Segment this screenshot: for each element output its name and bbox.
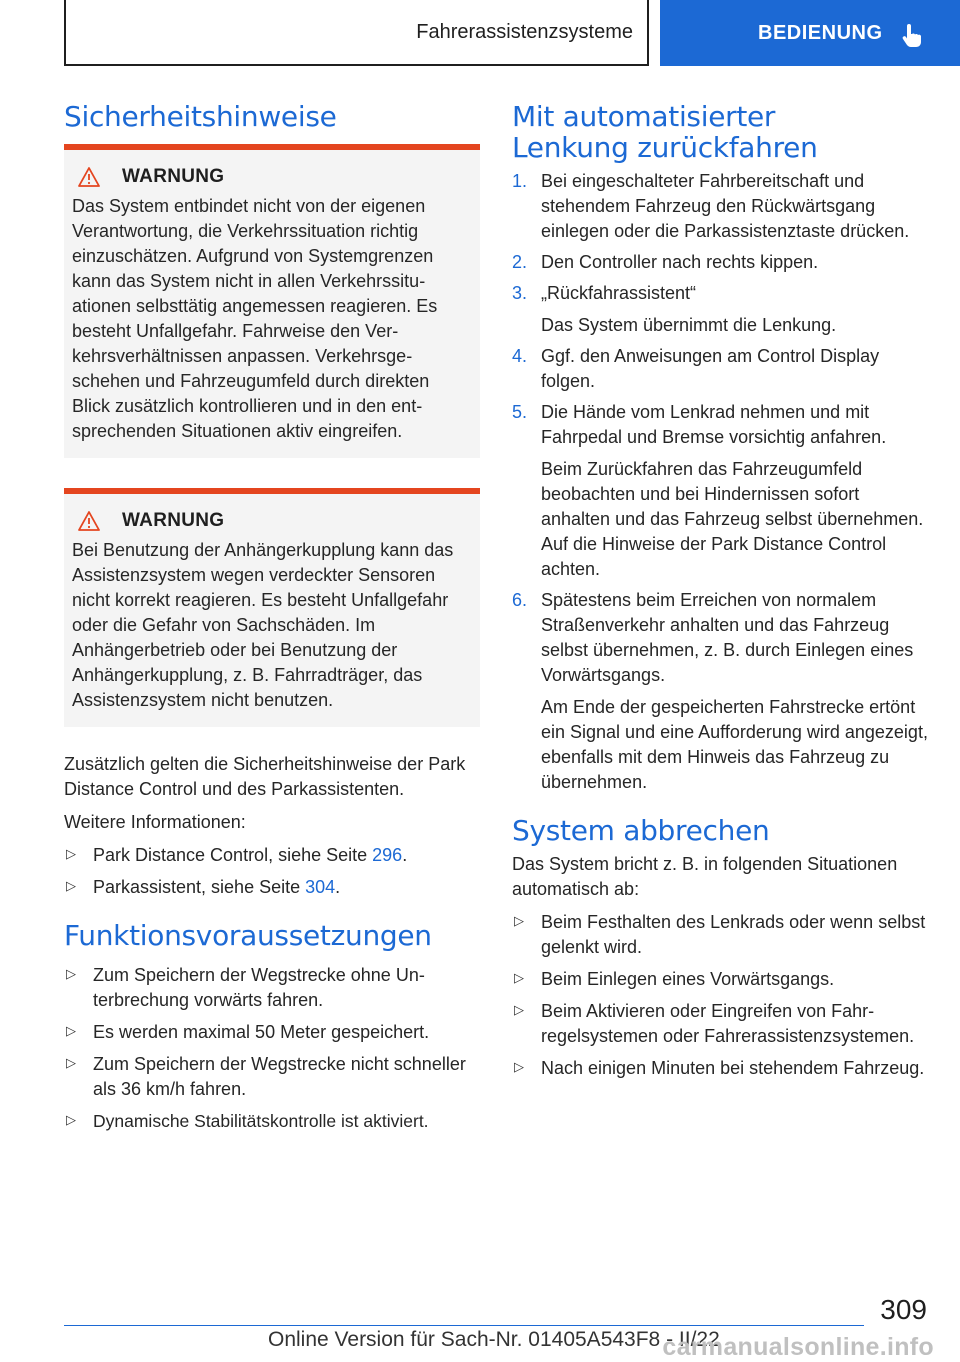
header-section-title (64, 0, 649, 66)
safety-heading: Sicherheitshinweise (64, 100, 337, 133)
additional-safety-text: Zusätzlich gelten die Sicherheitshinweise der Park Distance Control und des Parkassistenten. (64, 754, 466, 799)
section-title-text: Fahrerassistenzsysteme (416, 20, 633, 43)
abort-intro: Das System bricht z. B. in folgenden Situationen automatisch ab: (512, 854, 898, 899)
step-item: 1. Bei eingeschalteter Fahrbereitschaft und stehendem Fahrzeug den Rückwärtsgang einlegen oder die Parkassistenztaste drücken. (512, 171, 910, 241)
warning-header-2 (78, 510, 472, 532)
step-item: 2. Den Controller nach rechts kippen. (512, 252, 819, 272)
requirements-list (64, 963, 480, 1134)
reference-list (64, 843, 480, 900)
chapter-title-text: BEDIENUNG (758, 21, 883, 44)
page-link-304[interactable]: 304 (305, 877, 336, 897)
footer-divider (64, 1325, 864, 1326)
triangle-bullet-icon: ▷ (514, 913, 524, 928)
more-info-label: Weitere Informationen: (64, 812, 246, 832)
list-item: ▷ Beim Aktivieren oder Eingreifen von Fahrregelsystemen oder Fahrerassistenzsystemen. (512, 999, 932, 1049)
triangle-bullet-icon: ▷ (66, 846, 76, 861)
warning-triangle-icon (78, 167, 100, 187)
triangle-bullet-icon: ▷ (66, 1112, 76, 1127)
warning-text-1: Das System entbindet nicht von der eigenen Verantwortung, die Verkehrssituation richtig einzuschätzen. Aufgrund von Systemgrenzen kann das System nicht in allen Verkehrssituationen selbsttätig angemessen reagieren. Es besteht Unfallgefahr. Fahrweise den Verkehrsverhältnissen anpassen. Verkehrsgeschehen und Fahrzeugumfeld durch direkten Blick zusätzlich kontrollieren und in den entsprechenden Situationen aktiv eingreifen. (72, 196, 438, 441)
step-item: 6. Spätestens beim Erreichen von normalem Straßenverkehr anhalten und das Fahrzeug selbst übernehmen, z. B. durch Einlegen eines Vorwärtsgangs. Am Ende der gespeicherten Fahrstrecke ertönt ein Signal und eine Aufforderung wird angezeigt, ebenfalls mit dem Hinweis das Fahrzeug zu übernehmen. (512, 590, 928, 792)
triangle-bullet-icon: ▷ (514, 1059, 524, 1074)
list-item: ▷ Parkassistent, siehe Seite 304. (64, 875, 480, 900)
reverse-heading: Mit automatisierter Lenkung zurückfahren (512, 100, 818, 164)
warning-triangle-icon (78, 511, 100, 531)
warning-title-2: WARNUNG (122, 510, 225, 531)
page-link-296[interactable]: 296 (372, 845, 403, 865)
list-item: ▷ Zum Speichern der Wegstrecke nicht schneller als 36 km/h fahren. (64, 1052, 480, 1102)
warning-header-1 (78, 166, 472, 188)
triangle-bullet-icon: ▷ (66, 1023, 76, 1038)
step-item: 3. „Rückfahrassistent“ Das System übernimmt die Lenkung. (512, 283, 837, 335)
list-item: ▷ Beim Einlegen eines Vorwärtsgangs. (512, 967, 932, 992)
functional-requirements-heading: Funktionsvoraussetzungen (64, 919, 432, 952)
page-number: 309 (880, 1294, 927, 1325)
hand-pointer-icon (901, 24, 923, 48)
triangle-bullet-icon: ▷ (514, 970, 524, 985)
triangle-bullet-icon: ▷ (66, 878, 76, 893)
footer-version: Online Version für Sach-Nr. 01405A543F8 - II/22 (268, 1328, 720, 1351)
reverse-steps-list (512, 169, 932, 795)
triangle-bullet-icon: ▷ (66, 966, 76, 981)
warning-title-1: WARNUNG (122, 166, 225, 187)
list-item: ▷ Park Distance Control, siehe Seite 296. (64, 843, 480, 868)
list-item: ▷ Beim Festhalten des Lenkrads oder wenn selbst gelenkt wird. (512, 910, 932, 960)
list-item: ▷ Nach einigen Minuten bei stehendem Fahrzeug. (512, 1056, 932, 1081)
list-item: ▷ Dynamische Stabilitätskontrolle ist aktiviert. (64, 1109, 480, 1134)
warning-box-2 (64, 488, 480, 727)
watermark-logo: carmanualsonline.info (662, 1333, 934, 1361)
triangle-bullet-icon: ▷ (66, 1055, 76, 1070)
warning-text-2: Bei Benutzung der Anhängerkupplung kann das Assistenzsystem wegen verdeckter Sensoren nicht korrekt reagieren. Es besteht Unfallgefahr oder die Gefahr von Sachschäden. Im Anhängerbetrieb oder bei Benutzung der Anhängerkupplung, z. B. Fahrradträger, das Assistenzsystem nicht benutzen. (72, 540, 454, 710)
triangle-bullet-icon: ▷ (514, 1002, 524, 1017)
step-item: 4. Ggf. den Anweisungen am Control Display folgen. (512, 346, 880, 391)
list-item: ▷ Es werden maximal 50 Meter gespeichert. (64, 1020, 480, 1045)
abort-heading: System abbrechen (512, 814, 770, 847)
list-item: ▷ Zum Speichern der Wegstrecke ohne Unterbrechung vorwärts fahren. (64, 963, 480, 1013)
abort-list (512, 910, 932, 1081)
step-item: 5. Die Hände vom Lenkrad nehmen und mit Fahrpedal und Bremse vorsichtig anfahren. Beim Zurückfahren das Fahrzeugumfeld beobachten und bei Hindernissen sofort anhalten und das Fahrzeug selbst übernehmen. Auf die Hinweise der Park Distance Control achten. (512, 402, 924, 579)
warning-box-1 (64, 144, 480, 458)
header-chapter-tab[interactable] (660, 0, 960, 66)
